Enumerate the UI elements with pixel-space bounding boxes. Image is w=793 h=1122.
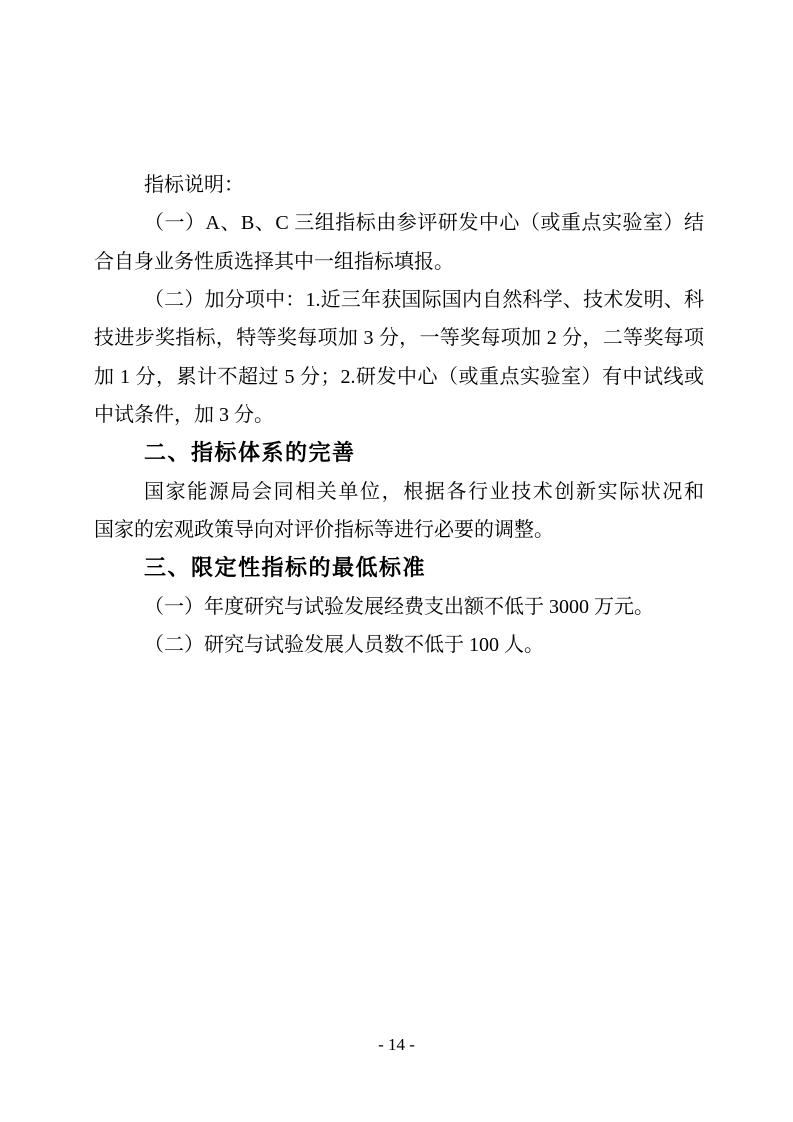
section-heading bbox=[94, 549, 704, 587]
text-line: 技进步奖指标，特等奖每项加 3 分，一等奖每项加 2 分，二等奖每项 bbox=[94, 327, 704, 350]
paragraph bbox=[94, 281, 704, 434]
text-line: 国家的宏观政策导向对评价指标等进行必要的调整。 bbox=[94, 518, 554, 541]
text-line: （二）研究与试验发展人员数不低于 100 人。 bbox=[144, 633, 544, 656]
text-line: （一）年度研究与试验发展经费支出额不低于 3000 万元。 bbox=[144, 595, 654, 618]
heading-line: 二、指标体系的完善 bbox=[144, 440, 356, 466]
text-line: 国家能源局会同相关单位，根据各行业技术创新实际状况和 bbox=[144, 480, 704, 503]
text-line: 指标说明： bbox=[144, 174, 244, 196]
paragraph bbox=[94, 588, 704, 626]
text-line: 合自身业务性质选择其中一组指标填报。 bbox=[94, 250, 454, 273]
paragraph bbox=[94, 473, 704, 550]
section-heading bbox=[94, 434, 704, 472]
paragraph bbox=[94, 166, 704, 204]
text-line: （一）A、B、C 三组指标由参评研发中心（或重点实验室）结 bbox=[144, 212, 704, 235]
heading-line: 三、限定性指标的最低标准 bbox=[144, 555, 427, 581]
text-line: 加 1 分，累计不超过 5 分；2.研发中心（或重点实验室）有中试线或 bbox=[94, 365, 704, 388]
page-number: - 14 - bbox=[378, 1035, 415, 1054]
text-line: 中试条件，加 3 分。 bbox=[94, 403, 274, 426]
text-line: （二）加分项中：1.近三年获国际国内自然科学、技术发明、科 bbox=[144, 288, 704, 311]
document-body bbox=[94, 166, 704, 664]
paragraph bbox=[94, 626, 704, 664]
paragraph bbox=[94, 204, 704, 281]
